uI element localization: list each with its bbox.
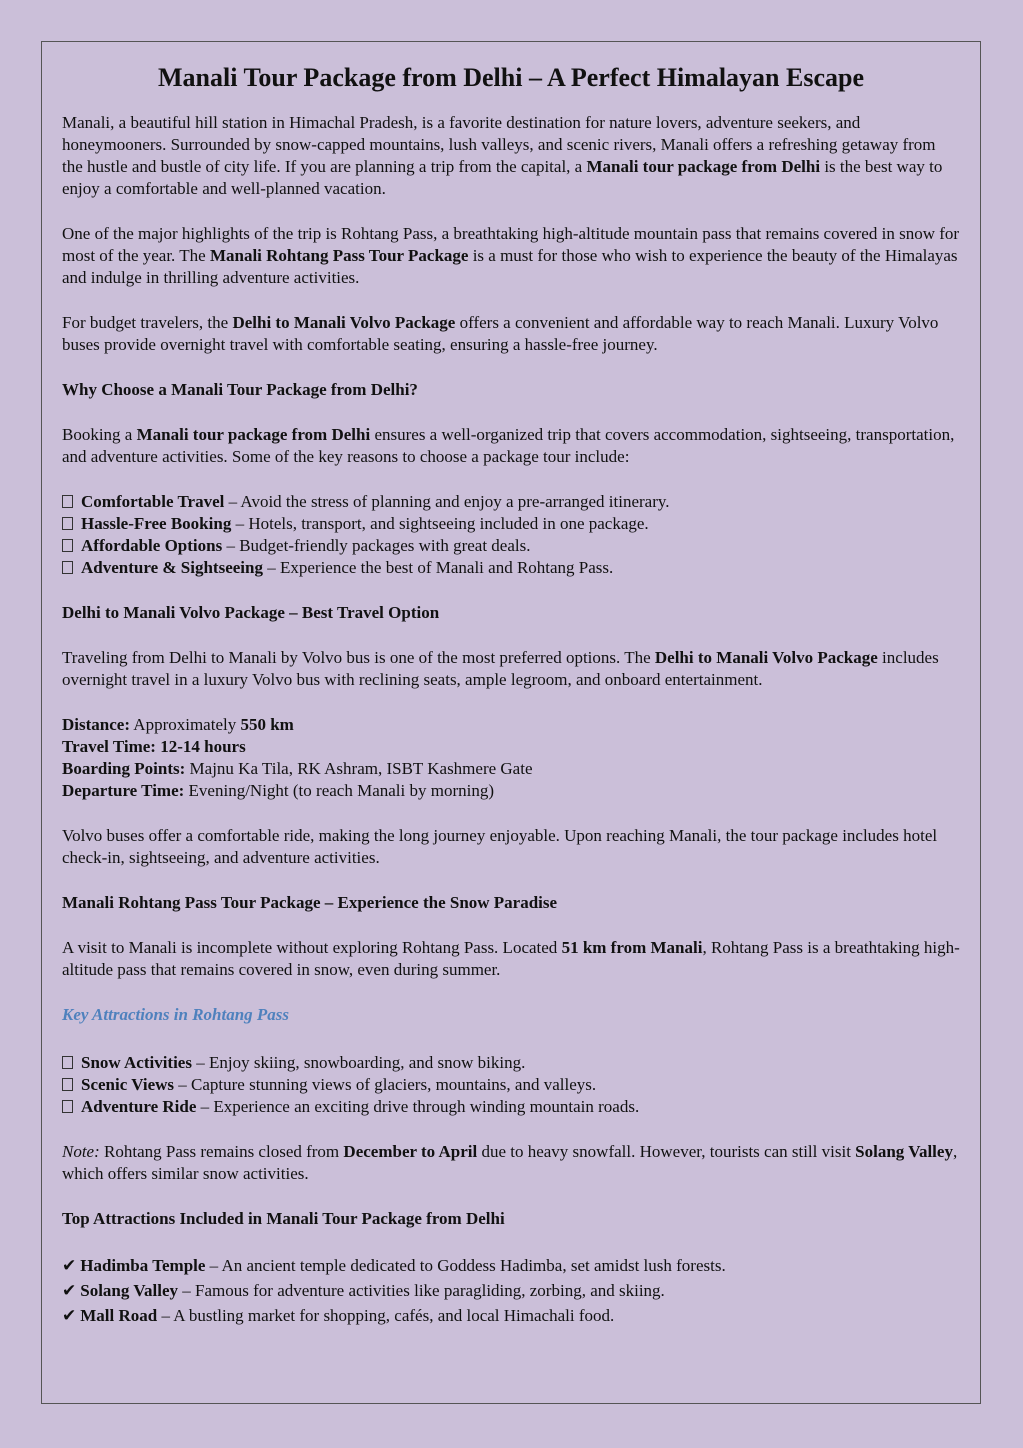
- boarding-row: [62, 758, 960, 780]
- checkmark-icon: ✔: [62, 1256, 77, 1275]
- text-run: , Rohtang Pass is a breathtaking high-altitude pass that remains covered in snow, even during summer.: [62, 938, 960, 979]
- item-label: Comfortable Travel: [81, 492, 225, 511]
- note-paragraph: [62, 1141, 960, 1185]
- list-item: [62, 557, 960, 579]
- item-label: Adventure Ride: [81, 1097, 197, 1116]
- list-item: [62, 513, 960, 535]
- text-run: Rohtang Pass remains closed from: [99, 1142, 344, 1161]
- bold-run: Manali tour package from Delhi: [586, 157, 821, 176]
- list-item: [62, 1278, 960, 1303]
- text-run: For budget travelers, the: [62, 313, 233, 332]
- checkbox-icon: [62, 495, 73, 508]
- budget-paragraph: [62, 312, 960, 356]
- item-label: Hassle-Free Booking: [81, 514, 232, 533]
- item-text: – An ancient temple dedicated to Goddess Hadimba, set amidst lush forests.: [205, 1256, 726, 1275]
- checkbox-icon: [62, 517, 73, 530]
- item-label: Affordable Options: [81, 536, 223, 555]
- rohtang-paragraph: [62, 937, 960, 981]
- reasons-list: [62, 491, 960, 579]
- bold-run: Delhi to Manali Volvo Package: [232, 313, 456, 332]
- rohtang-heading: Manali Rohtang Pass Tour Package – Experience the Snow Paradise: [62, 893, 558, 912]
- text-run: Booking a: [62, 425, 137, 444]
- item-text: – Experience an exciting drive through winding mountain roads.: [196, 1097, 640, 1116]
- boarding-value: Majnu Ka Tila, RK Ashram, ISBT Kashmere Gate: [185, 759, 533, 778]
- item-label: Hadimba Temple: [80, 1256, 206, 1275]
- travel-time-label: Travel Time: 12-14 hours: [62, 737, 246, 756]
- text-run: offers a convenient and affordable way to reach Manali. Luxury Volvo buses provide overnight travel with comfortable seating, ensuring a hassle-free journey.: [62, 313, 939, 354]
- page-title: Manali Tour Package from Delhi – A Perfect Himalayan Escape: [157, 63, 865, 92]
- list-item: [62, 1096, 960, 1118]
- volvo-closing-paragraph: Volvo buses offer a comfortable ride, making the long journey enjoyable. Upon reaching Manali, the tour package includes hotel check-in, sightseeing, and adventure activities.: [62, 826, 938, 867]
- text-run: A visit to Manali is incomplete without exploring Rohtang Pass. Located: [62, 938, 562, 957]
- bold-run: Manali Rohtang Pass Tour Package: [209, 246, 469, 265]
- departure-row: [62, 780, 960, 802]
- text-run: is the best way to enjoy a comfortable and well-planned vacation.: [62, 157, 943, 198]
- volvo-paragraph: [62, 647, 960, 691]
- boarding-label: Boarding Points:: [62, 759, 186, 778]
- text-run: Approximately: [129, 715, 241, 734]
- item-label: Mall Road: [80, 1306, 158, 1325]
- item-label: Adventure & Sightseeing: [81, 558, 263, 577]
- departure-label: Departure Time:: [62, 781, 185, 800]
- checkbox-icon: [62, 561, 73, 574]
- text-run: One of the major highlights of the trip is Rohtang Pass, a breathtaking high-altitude mountain pass that remains covered in snow for most of the year. The: [62, 224, 960, 265]
- checkbox-icon: [62, 1056, 73, 1069]
- text-run: Traveling from Delhi to Manali by Volvo bus is one of the most preferred options. The: [62, 648, 655, 667]
- intro-paragraph: [62, 112, 960, 200]
- departure-value: Evening/Night (to reach Manali by morning): [184, 781, 494, 800]
- checkbox-icon: [62, 1078, 73, 1091]
- text-run: includes overnight travel in a luxury Volvo bus with reclining seats, ample legroom, and onboard entertainment.: [62, 648, 939, 689]
- item-text: – Capture stunning views of glaciers, mountains, and valleys.: [174, 1075, 597, 1094]
- text-run: ensures a well-organized trip that covers accommodation, sightseeing, transportation, and adventure activities. Some of the key reasons to choose a package tour include:: [62, 425, 955, 466]
- distance-value: 550 km: [240, 715, 294, 734]
- bold-run: Solang Valley: [855, 1142, 953, 1161]
- list-item: [62, 1253, 960, 1278]
- note-label: Note:: [62, 1142, 100, 1161]
- bold-run: 51 km from Manali: [561, 938, 703, 957]
- top-attractions-list: [62, 1253, 960, 1328]
- rohtang-intro-paragraph: [62, 223, 960, 289]
- document-content: [62, 62, 960, 1351]
- checkbox-icon: [62, 539, 73, 552]
- item-text: – Avoid the stress of planning and enjoy a pre-arranged itinerary.: [224, 492, 670, 511]
- text-run: is a must for those who wish to experience the beauty of the Himalayas and indulge in thrilling adventure activities.: [62, 246, 958, 287]
- text-run: Manali, a beautiful hill station in Himachal Pradesh, is a favorite destination for nature lovers, adventure seekers, and honeymooners. Surrounded by snow-capped mountains, lush valleys, and scenic rivers, Manali offers a refreshing getaway from the hustle and bustle of city life. If you are planning a trip from the capital, a: [62, 113, 936, 176]
- list-item: [62, 1074, 960, 1096]
- volvo-details: [62, 714, 960, 802]
- distance-label: Distance:: [62, 715, 130, 734]
- list-item: [62, 535, 960, 557]
- list-item: [62, 1052, 960, 1074]
- why-heading: Why Choose a Manali Tour Package from Delhi?: [62, 380, 418, 399]
- item-text: – Budget-friendly packages with great deals.: [222, 536, 531, 555]
- item-text: – A bustling market for shopping, cafés, and local Himachali food.: [157, 1306, 615, 1325]
- rohtang-attractions-list: [62, 1052, 960, 1118]
- item-label: Scenic Views: [81, 1075, 175, 1094]
- item-text: – Hotels, transport, and sightseeing included in one package.: [231, 514, 649, 533]
- list-item: [62, 1303, 960, 1328]
- page-frame: [41, 41, 981, 1404]
- top-attractions-heading: Top Attractions Included in Manali Tour Package from Delhi: [62, 1209, 505, 1228]
- checkmark-icon: ✔: [62, 1281, 77, 1300]
- bold-run: Delhi to Manali Volvo Package: [654, 648, 878, 667]
- list-item: [62, 491, 960, 513]
- checkbox-icon: [62, 1100, 73, 1113]
- travel-time-row: [62, 736, 960, 758]
- text-run: , which offers similar snow activities.: [62, 1142, 958, 1183]
- text-run: due to heavy snowfall. However, tourists can still visit: [477, 1142, 856, 1161]
- item-text: – Experience the best of Manali and Rohtang Pass.: [262, 558, 614, 577]
- checkmark-icon: ✔: [62, 1306, 77, 1325]
- bold-run: December to April: [343, 1142, 478, 1161]
- bold-run: Manali tour package from Delhi: [136, 425, 371, 444]
- distance-row: [62, 714, 960, 736]
- item-text: – Famous for adventure activities like paragliding, zorbing, and skiing.: [178, 1281, 665, 1300]
- item-label: Solang Valley: [80, 1281, 179, 1300]
- item-text: – Enjoy skiing, snowboarding, and snow biking.: [191, 1053, 526, 1072]
- key-attractions-heading: Key Attractions in Rohtang Pass: [62, 1005, 290, 1024]
- item-label: Snow Activities: [81, 1053, 192, 1072]
- volvo-heading: Delhi to Manali Volvo Package – Best Travel Option: [62, 603, 440, 622]
- why-paragraph: [62, 424, 960, 468]
